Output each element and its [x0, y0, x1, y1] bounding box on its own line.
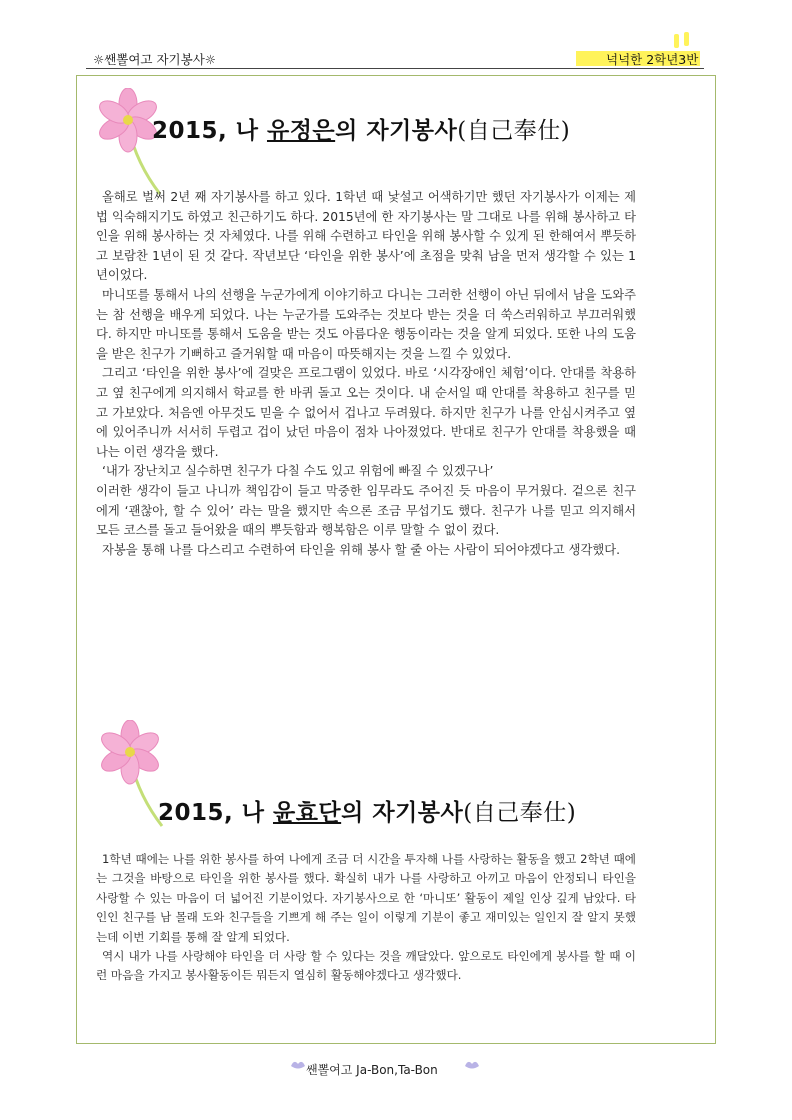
paragraph: 역시 내가 나를 사랑해야 타인을 더 사랑 할 수 있다는 것을 깨달았다. 앞으로도 타인에게 봉사를 할 때 이런 마음을 가지고 봉사활동이든 뭐든지 열심히 활동해야겠다고 생각했다.	[96, 949, 636, 983]
header-title: ☼쌘뽈여고 자기봉사☼	[93, 52, 216, 67]
title-hanja: (自己奉仕)	[457, 118, 571, 144]
paragraph: 올해로 벌써 2년 째 자기봉사를 하고 있다. 1학년 때 낯설고 어색하기만 했던 자기봉사가 이제는 제법 익숙해지기도 하였고 친근하기도 하다. 2015년에 한 자기봉사는 말 그대로 나를 위해 봉사하고 타인을 위해 봉사하는 것 자체였다. 나를 위해 수련하고 타인을 위해 봉사할 수 있게 된 한해여서 뿌듯하고 보람찬 1년이 된 것 같다. 작년보단 ‘타인을 위한 봉사’에 초점을 맞춰 남을 먼저 생각할 수 있는 1년이었다.	[96, 190, 636, 283]
essay-body-1	[96, 188, 636, 560]
title-prefix: 2015, 나	[158, 800, 273, 826]
sparkle-decoration-icon	[672, 30, 702, 54]
paragraph: 그리고 ‘타인을 위한 봉사’에 걸맞은 프로그램이 있었다. 바로 ‘시각장애인 체험’이다. 안대를 착용하고 옆 친구에게 의지해서 학교를 한 바퀴 돌고 오는 것이다. 내 순서일 때 안대를 착용하고 친구를 믿고 가보았다. 처음엔 아무것도 믿을 수 없어서 겁나고 두려웠다. 하지만 친구가 나를 안심시켜주고 옆에 있어주니까 서서히 두렵고 겁이 났던 마음이 점차 나아졌었다. 반대로 친구가 안대를 착용했을 때 나는 이런 생각을 했다.	[96, 366, 636, 459]
title-suffix: 의 자기봉사	[341, 800, 464, 826]
paragraph: 이러한 생각이 들고 나니까 책임감이 들고 막중한 임무라도 주어진 듯 마음이 무거웠다. 겉으론 친구에게 ‘괜찮아, 할 수 있어’ 라는 말을 했지만 속으론 조금 무섭기도 했다. 친구가 나를 믿고 의지해서 모든 코스를 돌고 들어왔을 때의 뿌듯함과 행복함은 이루 말할 수 없이 컸다.	[96, 483, 636, 538]
paragraph: ‘내가 장난치고 실수하면 친구가 다칠 수도 있고 위험에 빠질 수 있겠구나’	[102, 464, 494, 479]
essay-body-2	[96, 850, 636, 986]
title-prefix: 2015, 나	[152, 118, 267, 144]
paragraph: 1학년 때에는 나를 위한 봉사를 하여 나에게 조금 더 시간을 투자해 나를 사랑하는 활동을 했고 2학년 때에는 그것을 바탕으로 타인을 위한 봉사를 했다. 확실히 내가 나를 사랑하고 아끼고 마음이 안정되니 타인을 사랑할 수 있는 마음이 더 넓어진 기분이었다. 자기봉사으로 한 ‘마니또’ 활동이 제일 인상 깊게 남았다. 타인인 친구를 남 몰래 도와 친구들을 기쁘게 해 주는 일이 이렇게 기분이 좋고 재미있는 일인지 잘 알지 못했는데 이번 기회를 통해 잘 알게 되었다.	[96, 852, 636, 944]
section-title-1	[152, 112, 570, 145]
paragraph: 마니또를 통해서 나의 선행을 누군가에게 이야기하고 다니는 그러한 선행이 아닌 뒤에서 남을 도와주는 참 선행을 배우게 되었다. 나는 누군가를 도와주는 것보다 받는 것을 더 쑥스러워하고 부끄러워했다. 하지만 마니또를 통해서 도움을 받는 것도 아름다운 행동이라는 것을 알게 되었다. 또한 나의 도움을 받은 친구가 기뻐하고 즐거워할 때 마음이 따뜻해지는 것을 느낄 수 있었다.	[96, 287, 636, 361]
section-title-2	[158, 794, 576, 827]
header-divider	[86, 68, 704, 69]
title-hanja: (自己奉仕)	[463, 800, 577, 826]
author-name: 유정은	[266, 118, 336, 144]
header-class-label: 넉넉한 2학년3반	[606, 52, 699, 67]
footer-text: 쌘뽈여고 Ja-Bon,Ta-Bon	[306, 1063, 438, 1077]
bird-left-icon	[290, 1058, 306, 1072]
bird-right-icon	[464, 1058, 480, 1072]
author-name: 윤효단	[272, 800, 342, 826]
title-suffix: 의 자기봉사	[335, 118, 458, 144]
paragraph: 자봉을 통해 나를 다스리고 수련하여 타인을 위해 봉사 할 줄 아는 사람이 되어야겠다고 생각했다.	[102, 542, 620, 557]
